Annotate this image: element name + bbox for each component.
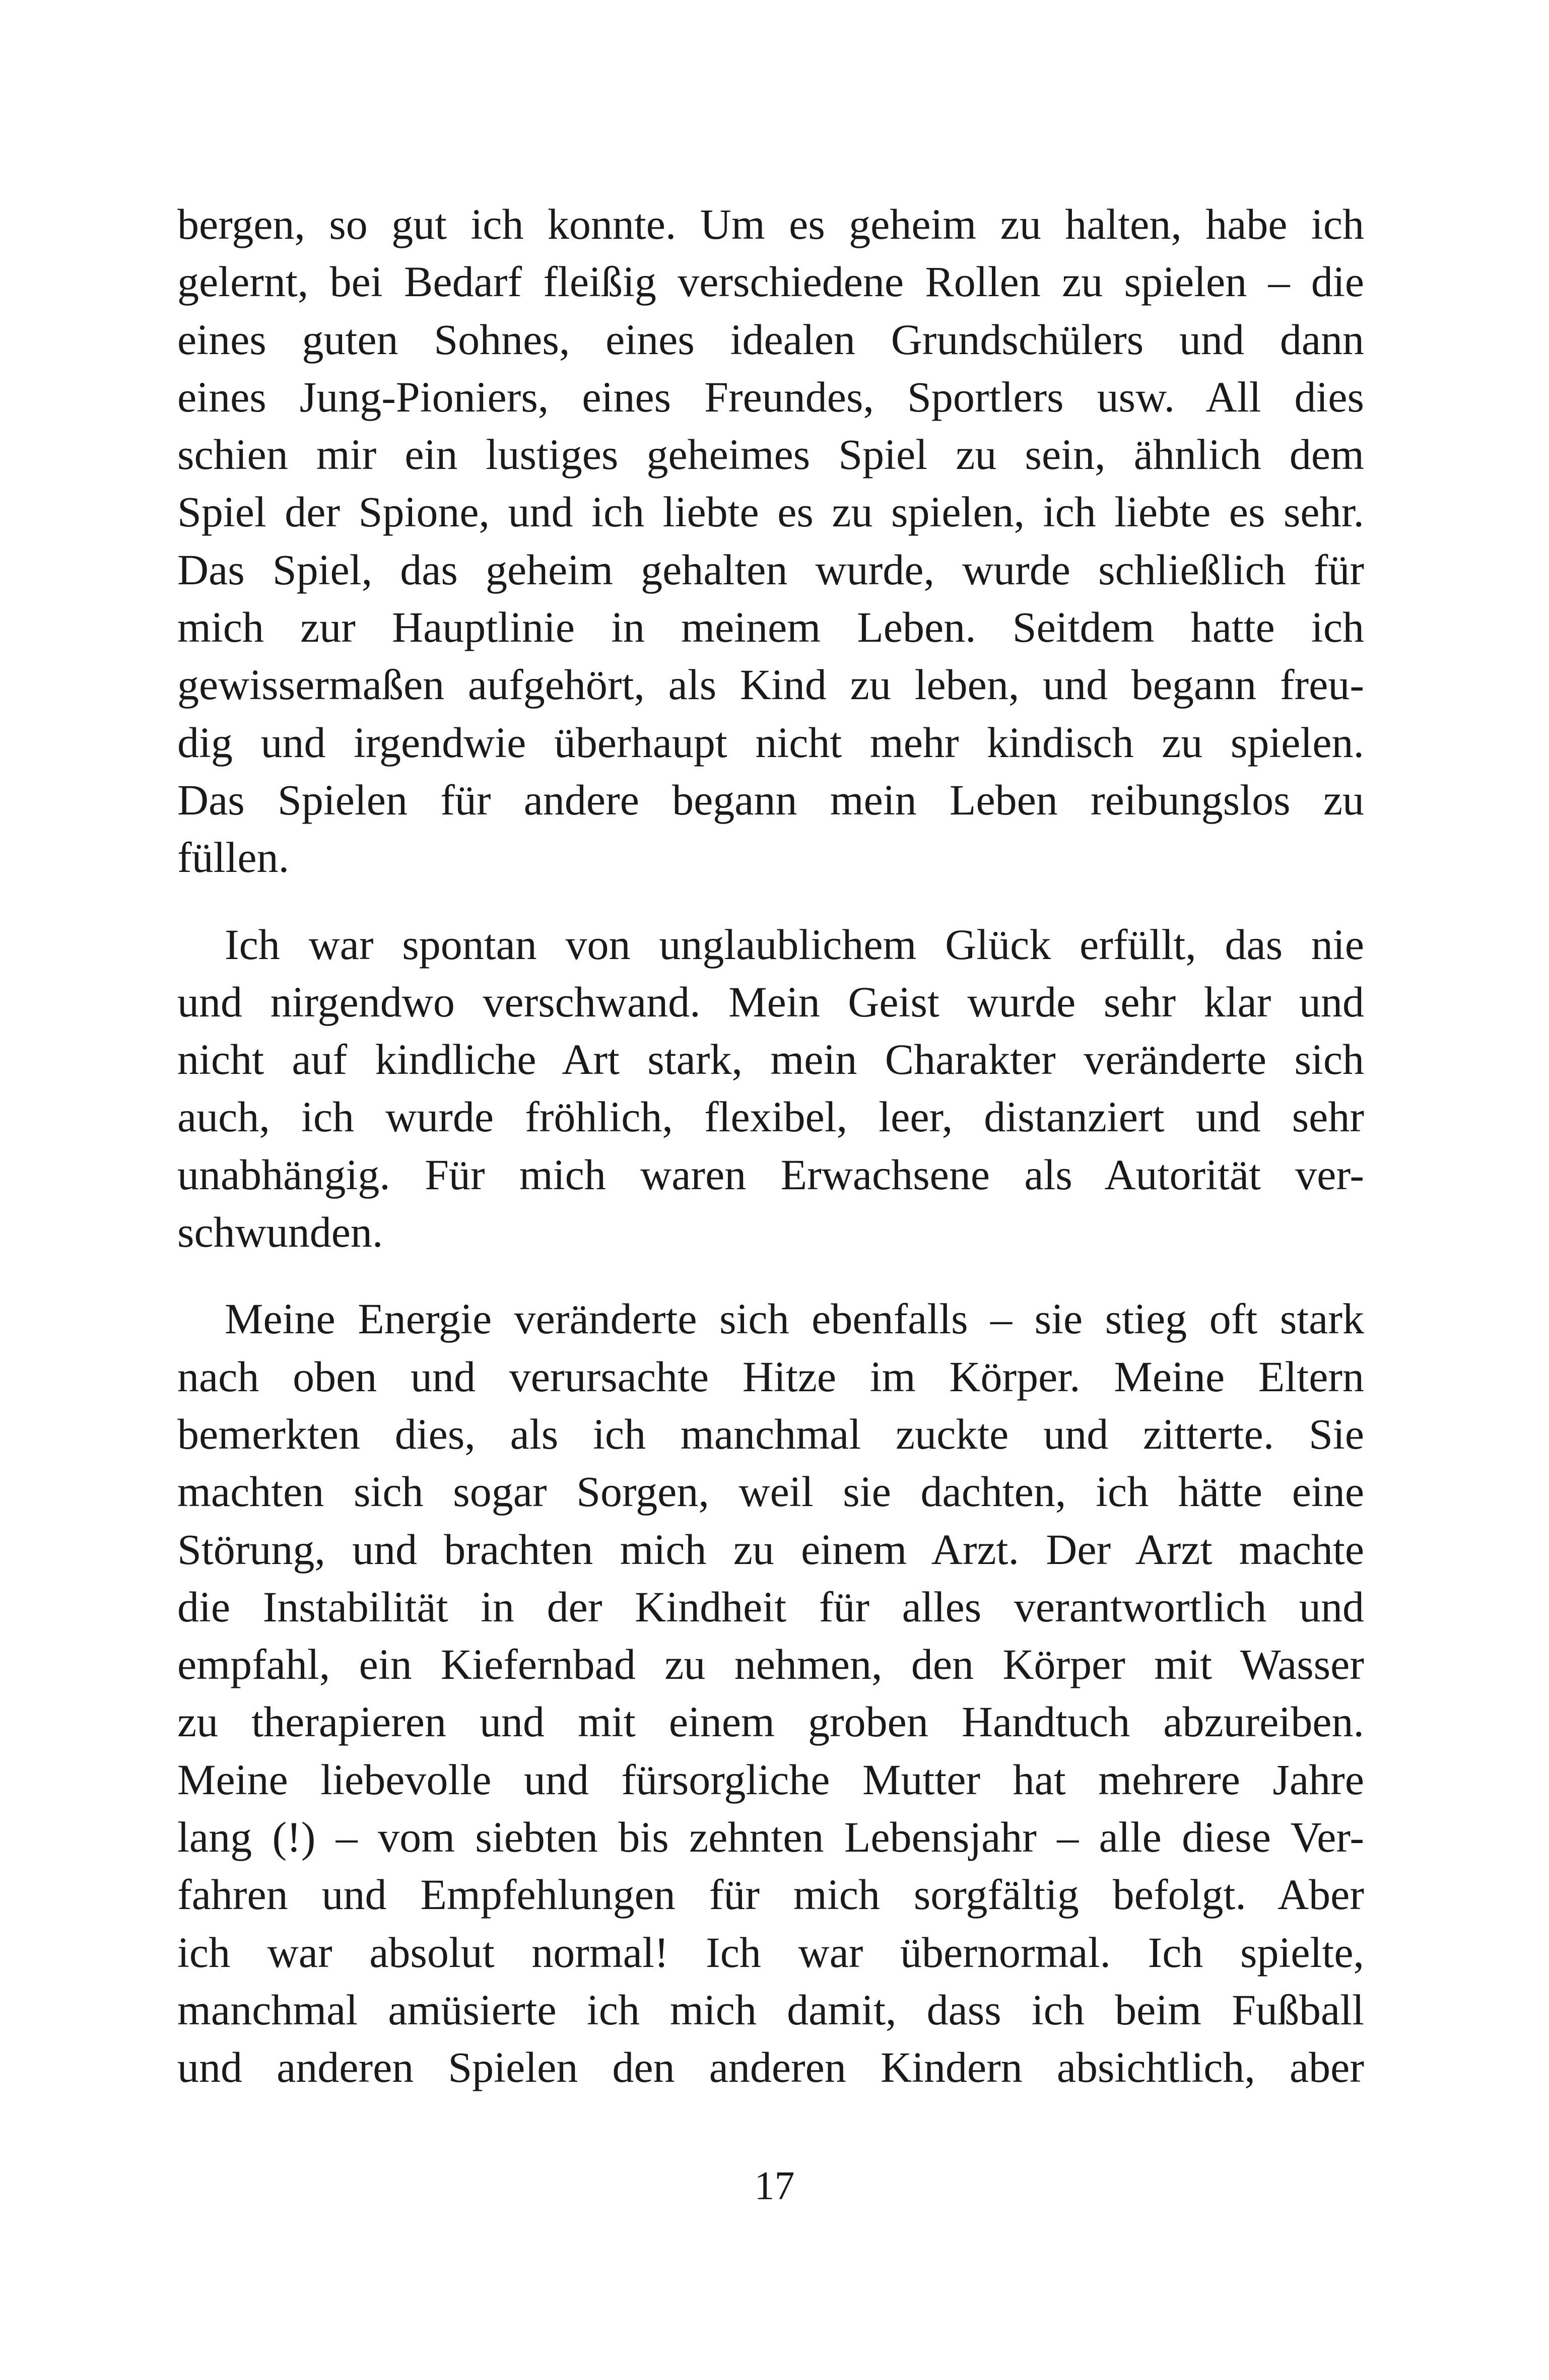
text-line: bemerkten dies, als ich manchmal zuckte und zitterte. Sie [177, 1409, 1364, 1458]
text-line: füllen. [177, 833, 290, 882]
text-line: schwunden. [177, 1208, 383, 1257]
text-line: nicht auf kindliche Art stark, mein Charakter veränderte sich [177, 1035, 1364, 1084]
text-line: lang (!) – vom siebten bis zehnten Lebensjahr – alle diese Ver- [177, 1813, 1364, 1862]
text-line: zu therapieren und mit einem groben Handtuch abzureiben. [177, 1697, 1364, 1746]
text-line: schien mir ein lustiges geheimes Spiel zu sein, ähnlich dem [177, 430, 1364, 479]
text-line: die Instabilität in der Kindheit für alles verantwortlich und [177, 1582, 1364, 1631]
text-line: dig und irgendwie überhaupt nicht mehr kindisch zu spielen. [177, 718, 1364, 767]
text-line: gewissermaßen aufgehört, als Kind zu leben, und begann freu- [177, 660, 1364, 709]
text-line: Das Spielen für andere begann mein Leben reibungslos zu [177, 775, 1364, 824]
text-line: und anderen Spielen den anderen Kindern absichtlich, aber [177, 2043, 1364, 2092]
paragraph-2 [177, 916, 1364, 1261]
body-text [177, 195, 1364, 2096]
paragraph-3 [177, 1290, 1364, 2096]
text-line: unabhängig. Für mich waren Erwachsene als Autorität ver- [177, 1150, 1364, 1199]
text-line: bergen, so gut ich konnte. Um es geheim zu halten, habe ich [177, 200, 1364, 248]
text-line: mich zur Hauptlinie in meinem Leben. Seitdem hatte ich [177, 603, 1364, 652]
paragraph-gap [177, 887, 1364, 916]
text-line: machten sich sogar Sorgen, weil sie dachten, ich hätte eine [177, 1467, 1364, 1516]
text-line: fahren und Empfehlungen für mich sorgfältig befolgt. Aber [177, 1870, 1364, 1919]
text-line: manchmal amüsierte ich mich damit, dass ich beim Fußball [177, 1985, 1364, 2034]
text-line: Meine Energie veränderte sich ebenfalls – sie stieg oft stark [225, 1295, 1364, 1343]
text-line: eines guten Sohnes, eines idealen Grundschülers und dann [177, 315, 1364, 364]
paragraph-gap [177, 1261, 1364, 1290]
text-line: Störung, und brachten mich zu einem Arzt. Der Arzt machte [177, 1525, 1364, 1574]
text-line: ich war absolut normal! Ich war übernormal. Ich spielte, [177, 1928, 1364, 1977]
text-line: Ich war spontan von unglaublichem Glück erfüllt, das nie [225, 920, 1364, 969]
text-line: Spiel der Spione, und ich liebte es zu spielen, ich liebte es sehr. [177, 488, 1364, 536]
text-line: nach oben und verursachte Hitze im Körper. Meine Eltern [177, 1352, 1364, 1401]
text-line: und nirgendwo verschwand. Mein Geist wurde sehr klar und [177, 977, 1364, 1026]
text-line: Das Spiel, das geheim gehalten wurde, wurde schließlich für [177, 545, 1364, 594]
text-line: eines Jung-Pioniers, eines Freundes, Sportlers usw. All dies [177, 372, 1364, 421]
text-line: auch, ich wurde fröhlich, flexibel, leer, distanziert und sehr [177, 1093, 1364, 1141]
paragraph-1 [177, 195, 1364, 887]
page-number: 17 [754, 2164, 795, 2208]
text-line: gelernt, bei Bedarf fleißig verschiedene Rollen zu spielen – die [177, 257, 1364, 306]
text-line: empfahl, ein Kiefernbad zu nehmen, den Körper mit Wasser [177, 1640, 1364, 1689]
text-line: Meine liebevolle und fürsorgliche Mutter hat mehrere Jahre [177, 1755, 1364, 1804]
